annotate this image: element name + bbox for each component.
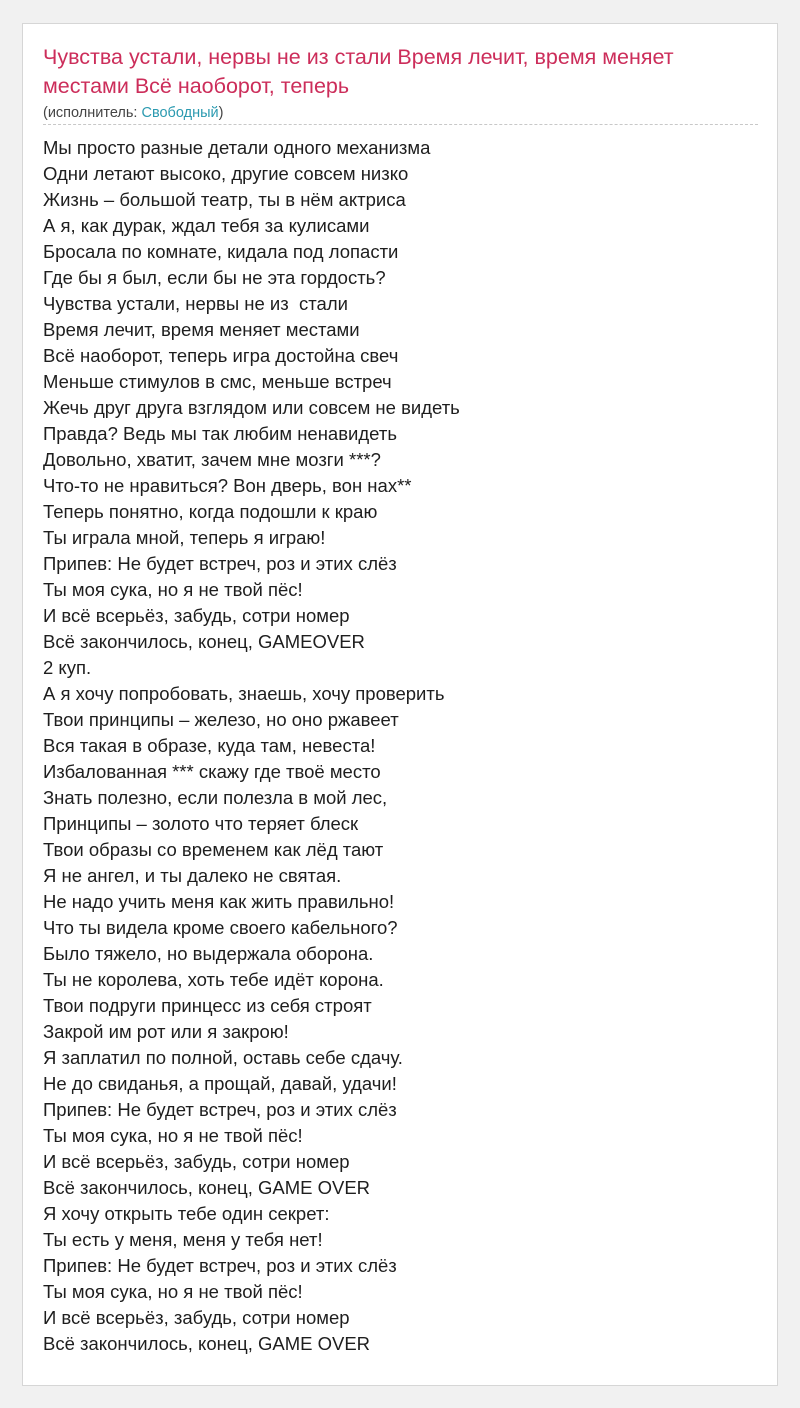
lyric-line: Ты моя сука, но я не твой пёс! xyxy=(43,579,303,600)
lyric-line: Я хочу открыть тебе один секрет: xyxy=(43,1203,330,1224)
performer-link[interactable]: Свободный xyxy=(141,105,219,121)
lyric-line: Всё закончилось, конец, GAME OVER xyxy=(43,1177,371,1198)
lyric-line: Не надо учить меня как жить правильно! xyxy=(43,891,395,912)
lyric-line: Припев: Не будет встреч, роз и этих слёз xyxy=(43,1099,397,1120)
lyric-line: Припев: Не будет встреч, роз и этих слёз xyxy=(43,1255,397,1276)
lyric-line: Бросала по комнате, кидала под лопасти xyxy=(43,241,399,262)
lyric-line: Что-то не нравиться? Вон дверь, вон нах** xyxy=(43,475,412,496)
lyric-line: Меньше стимулов в смс, меньше встреч xyxy=(43,371,392,392)
lyric-line: Знать полезно, если полезла в мой лес, xyxy=(43,787,388,808)
lyric-line: Жизнь – большой театр, ты в нём актриса xyxy=(43,189,406,210)
lyric-line: Я заплатил по полной, оставь себе сдачу. xyxy=(43,1047,403,1068)
lyric-line: И всё всерьёз, забудь, сотри номер xyxy=(43,1151,350,1172)
lyric-line: Где бы я был, если бы не эта гордость? xyxy=(43,267,386,288)
lyric-line: Одни летают высоко, другие совсем низко xyxy=(43,163,409,184)
lyric-line: Ты моя сука, но я не твой пёс! xyxy=(43,1281,303,1302)
lyric-line: И всё всерьёз, забудь, сотри номер xyxy=(43,605,350,626)
lyric-line: Чувства устали, нервы не из стали xyxy=(43,293,348,314)
lyric-line: Твои подруги принцесс из себя строят xyxy=(43,995,372,1016)
song-title: Чувства устали, нервы не из стали Время лечит, время меняет местами Всё наоборот, теперь xyxy=(43,45,674,98)
lyric-line: Всё наоборот, теперь игра достойна свеч xyxy=(43,345,399,366)
lyric-line: Мы просто разные детали одного механизма xyxy=(43,137,431,158)
performer-prefix: (исполнитель: xyxy=(43,105,142,121)
lyric-line: Было тяжело, но выдержала оборона. xyxy=(43,943,374,964)
lyric-line: Вся такая в образе, куда там, невеста! xyxy=(43,735,376,756)
lyric-line: Ты играла мной, теперь я играю! xyxy=(43,527,326,548)
lyric-line: Довольно, хватит, зачем мне мозги ***? xyxy=(43,449,381,470)
lyric-line: Всё закончилось, конец, GAME OVER xyxy=(43,1333,371,1354)
lyric-line: Теперь понятно, когда подошли к краю xyxy=(43,501,378,522)
lyric-line: Твои принципы – железо, но оно ржавеет xyxy=(43,709,399,730)
lyric-line: Принципы – золото что теряет блеск xyxy=(43,813,359,834)
lyric-line: Избалованная *** скажу где твоё место xyxy=(43,761,381,782)
lyric-line: Закрой им рот или я закрою! xyxy=(43,1021,289,1042)
lyric-line: Припев: Не будет встреч, роз и этих слёз xyxy=(43,553,397,574)
lyrics-card xyxy=(22,23,778,1386)
performer-line xyxy=(43,104,223,122)
performer-suffix: ) xyxy=(218,105,224,121)
lyric-line: Я не ангел, и ты далеко не святая. xyxy=(43,865,342,886)
lyric-line: Ты не королева, хоть тебе идёт корона. xyxy=(43,969,384,990)
lyric-line: Время лечит, время меняет местами xyxy=(43,319,360,340)
lyrics-text xyxy=(43,135,758,1357)
lyric-line: Твои образы со временем как лёд тают xyxy=(43,839,384,860)
lyric-line: А я хочу попробовать, знаешь, хочу проверить xyxy=(43,683,445,704)
title-divider xyxy=(43,124,758,125)
lyric-line: 2 куп. xyxy=(43,657,92,678)
lyric-line: Жечь друг друга взглядом или совсем не видеть xyxy=(43,397,460,418)
lyric-line: Правда? Ведь мы так любим ненавидеть xyxy=(43,423,397,444)
lyric-line: Не до свиданья, а прощай, давай, удачи! xyxy=(43,1073,397,1094)
lyric-line: И всё всерьёз, забудь, сотри номер xyxy=(43,1307,350,1328)
lyric-line: Что ты видела кроме своего кабельного? xyxy=(43,917,398,938)
lyric-line: Ты моя сука, но я не твой пёс! xyxy=(43,1125,303,1146)
lyric-line: Ты есть у меня, меня у тебя нет! xyxy=(43,1229,323,1250)
lyric-line: А я, как дурак, ждал тебя за кулисами xyxy=(43,215,370,236)
lyric-line: Всё закончилось, конец, GAMEOVER xyxy=(43,631,365,652)
